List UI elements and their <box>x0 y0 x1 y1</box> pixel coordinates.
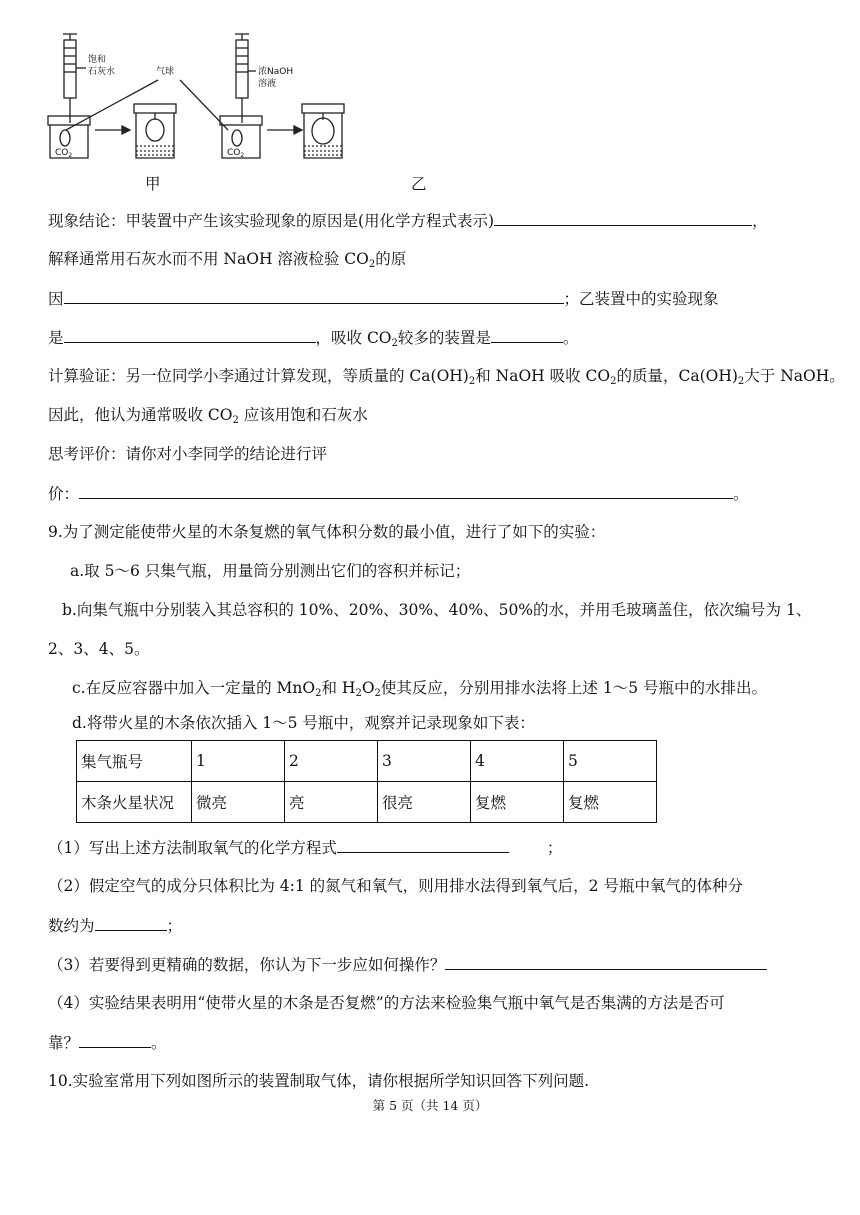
evaluation-answer-line: 价： 。 <box>48 482 749 505</box>
table-cell: 复燃 <box>564 782 657 823</box>
question-9: 9.为了测定能使带火星的木条复燃的氧气体积分数的最小值，进行了如下的实验： <box>48 523 606 541</box>
yi-syringe-label-1: 浓NaOH <box>258 67 294 77</box>
apparatus-figure <box>40 28 440 203</box>
answer-blank-oxygen-equation[interactable] <box>337 836 509 853</box>
part-1: （1）写出上述方法制取氧气的化学方程式 ； <box>48 836 562 859</box>
table-cell: 很亮 <box>378 782 471 823</box>
step-b: b.向集气瓶中分别装入其总容积的 10%、20%、30%、40%、50%的水，并用毛玻璃盖住，依次编号为 1、 <box>62 601 812 619</box>
step-a: a.取 5～6 只集气瓶，用量筒分别测出它们的容积并标记； <box>70 562 471 580</box>
table-cell: 3 <box>378 741 471 782</box>
conclusion-line: 现象结论：甲装置中产生该实验现象的原因是(用化学方程式表示) ， <box>48 209 768 232</box>
phenomenon-line: 是 ，吸收 $CO_2$较多的装置是 。 <box>48 326 578 355</box>
part-3: （3）若要得到更精确的数据，你认为下一步应如何操作？ <box>48 953 767 976</box>
answer-blank-equation[interactable] <box>494 209 752 226</box>
answer-blank-fraction[interactable] <box>95 914 167 931</box>
table-cell: 集气瓶号 <box>77 741 192 782</box>
step-c: c.在反应容器中加入一定量的 MnO$_2$和 $H_2O_2$使其反应，分别用排水法将上述 1～5 号瓶中的水排出。 <box>72 679 767 699</box>
step-d: d.将带火星的木条依次插入 1～5 号瓶中，观察并记录现象如下表： <box>72 714 535 732</box>
part-4: （4）实验结果表明用“使带火星的木条是否复燃”的方法来检验集气瓶中氧气是否集满的方法是否可 <box>48 994 725 1012</box>
page-footer: 第 5 页（共 14 页） <box>372 1098 488 1113</box>
yi-syringe-label-2: 溶液 <box>258 79 277 89</box>
answer-blank-evaluation[interactable] <box>79 482 733 499</box>
table-cell: 5 <box>564 741 657 782</box>
bottle-co2-label-yi: $CO_2$ <box>227 148 245 159</box>
answer-blank-device[interactable] <box>491 326 563 343</box>
table-cell: 木条火星状况 <box>77 782 192 823</box>
table-cell: 复燃 <box>471 782 564 823</box>
evaluate-line: 思考评价：请你对小李同学的结论进行评 <box>48 445 328 463</box>
observation-table <box>76 740 657 823</box>
table-cell: 亮 <box>285 782 378 823</box>
table-cell: 2 <box>285 741 378 782</box>
table-row <box>77 782 657 823</box>
calc-line: 计算验证：另一位同学小李通过计算发现，等质量的 $Ca(OH)_2$和 NaOH 吸收 $CO_2$的质量，$Ca(OH)_2$大于 NaOH。 <box>48 367 845 387</box>
part-2: （2）假定空气的成分只体积比为 4:1 的氮气和氧气，则用排水法得到氧气后，2 号瓶中氧气的体种分 <box>48 877 743 895</box>
jia-syringe-label-1: 饱和 <box>88 55 107 65</box>
reason-line: 因 ；乙装置中的实验现象 <box>48 287 719 310</box>
answer-blank-reason[interactable] <box>64 287 564 304</box>
balloon-label: 气球 <box>156 67 175 77</box>
table-cell: 微亮 <box>192 782 285 823</box>
table-cell: 1 <box>192 741 285 782</box>
jia-syringe-label-2: 石灰水 <box>88 67 116 77</box>
answer-blank-reliable[interactable] <box>79 1031 151 1048</box>
explain-line: 解释通常用石灰水而不用 NaOH 溶液检验 $CO_2$的原 <box>48 250 407 270</box>
therefore-line: 因此，他认为通常吸收 $CO_2$ 应该用饱和石灰水 <box>48 406 368 426</box>
part-4-cont: 靠？ 。 <box>48 1031 167 1054</box>
answer-blank-next-step[interactable] <box>445 953 767 970</box>
step-b-cont: 2、3、4、5。 <box>48 640 150 658</box>
answer-blank-phenomenon[interactable] <box>64 326 316 343</box>
part-2-cont: 数约为 ； <box>48 914 182 937</box>
caption-jia: 甲 <box>145 175 161 193</box>
bottle-co2-label-jia: $CO_2$ <box>55 148 73 159</box>
caption-yi: 乙 <box>411 175 427 193</box>
table-row <box>77 741 657 782</box>
question-10: 10.实验室常用下列如图所示的装置制取气体，请你根据所学知识回答下列问题. <box>48 1072 590 1090</box>
table-cell: 4 <box>471 741 564 782</box>
